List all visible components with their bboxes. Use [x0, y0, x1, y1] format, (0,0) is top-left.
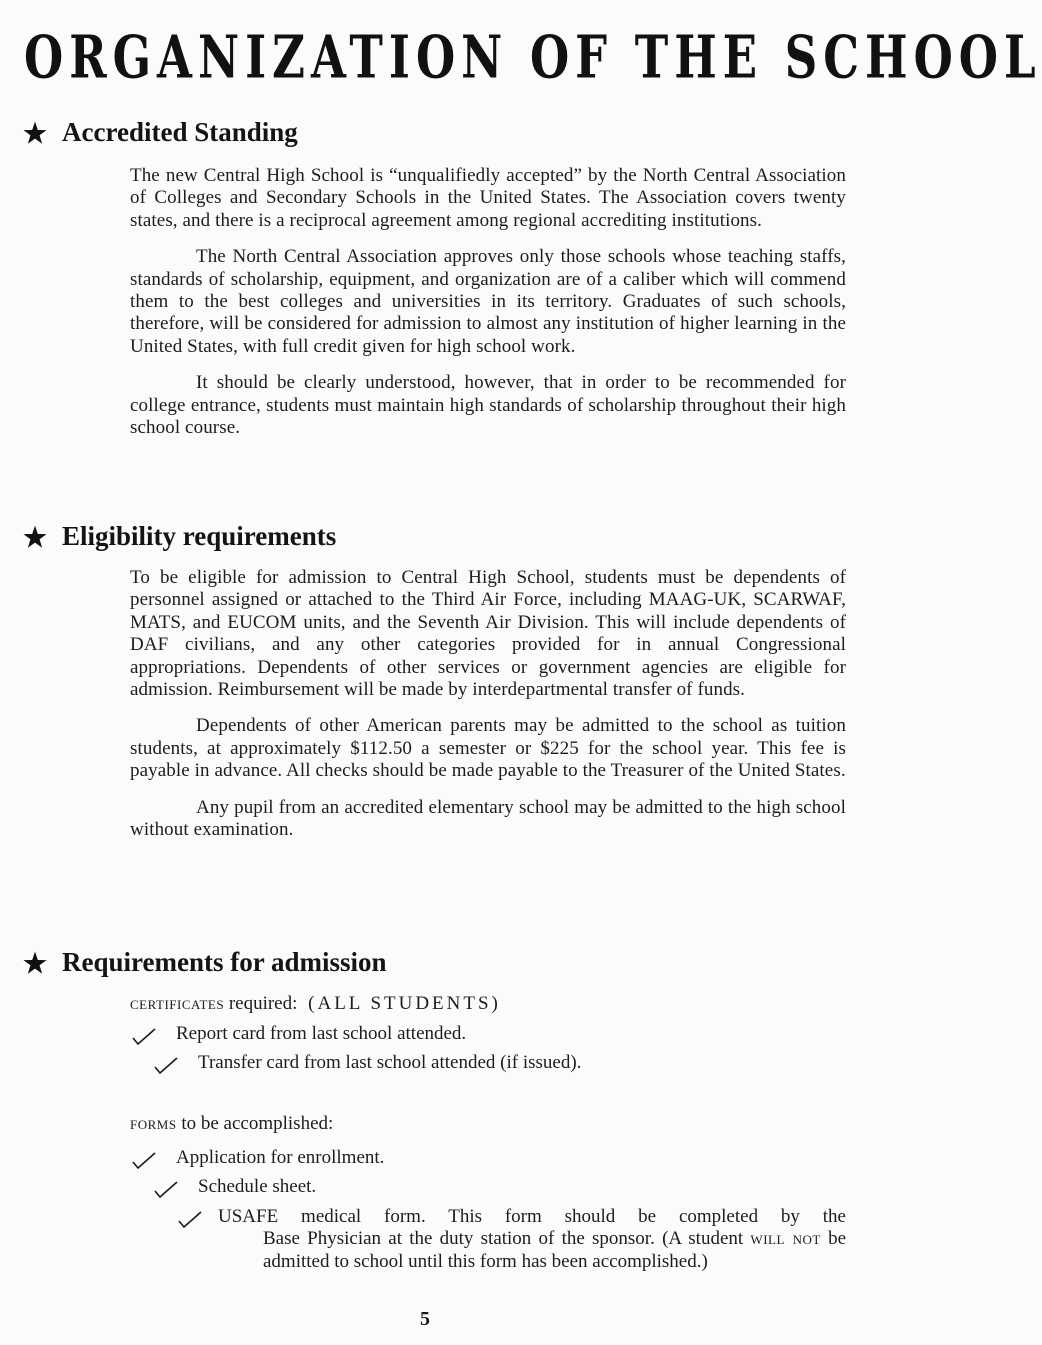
list-item-label: Schedule sheet. — [198, 1176, 317, 1197]
check-icon — [130, 1027, 158, 1047]
list-item-label: Transfer card from last school attended (if issued). — [198, 1052, 582, 1073]
paragraph: Any pupil from an accredited elementary school may be admitted to the high school without examination. — [130, 796, 846, 841]
paragraph: It should be clearly understood, however, that in order to be recommended for college entrance, students must maintain high standards of scholarship throughout their high school course. — [130, 372, 846, 439]
medical-form-continuation — [263, 1228, 846, 1273]
paragraph: The new Central High School is “unqualifiedly accepted” by the North Central Association of Colleges and Secondary Schools in the United States. The Association covers twenty states, and there is a reciprocal agreement among regional accrediting institutions. — [130, 165, 846, 231]
medical-form-text-a: Base Physician at the duty station of the sponsor. (A student — [263, 1228, 744, 1250]
paragraph: Dependents of other American parents may be admitted to the school as tuition students, at approximately $112.50 a semester or $225 for the school year. This fee is payable in advance. All checks should be made payable to the Treasurer of the United States. — [130, 715, 846, 782]
check-icon — [176, 1210, 204, 1230]
star-icon — [22, 524, 48, 550]
section-heading-label: Requirements for admission — [62, 947, 387, 977]
check-icon — [152, 1056, 180, 1076]
medical-form-first-line: USAFE medical form. This form should be completed by the — [218, 1206, 846, 1227]
list-item-label: Application for enrollment. — [176, 1147, 385, 1168]
forms-label-line — [130, 1113, 333, 1135]
section-body-accredited-standing — [130, 165, 846, 439]
list-item-label: Report card from last school attended. — [176, 1023, 467, 1044]
forms-label: forms — [130, 1113, 177, 1134]
section-heading-eligibility — [22, 521, 336, 552]
certificates-label: certificates — [130, 993, 225, 1014]
check-icon — [130, 1151, 158, 1171]
check-icon — [152, 1180, 180, 1200]
paragraph: To be eligible for admission to Central High School, students must be dependents of personnel assigned or attached to the Third Air Force, including MAAG-UK, SCARWAF, MATS, and EUCOM units, and the Seventh Air Division. This will include dependents of DAF civilians, and any other categories provided for in annual Congressional appropriations. Dependents of other services or government agencies are eligible for admission. Reimbursement will be made by interdepartmental transfer of funds. — [130, 567, 846, 701]
page-title: ORGANIZATION OF THE SCHOOL — [24, 22, 1042, 92]
certificates-suffix: required: — [228, 993, 298, 1014]
list-item — [152, 1176, 316, 1200]
list-item — [152, 1052, 581, 1076]
star-icon — [22, 950, 48, 976]
section-heading-label: Eligibility requirements — [62, 521, 337, 551]
page-number: 5 — [420, 1308, 430, 1330]
paragraph: The North Central Association approves only those schools whose teaching staffs, standards of scholarship, equipment, and organization are of a caliber which will commend them to the best colleges and universities in its territory. Graduates of such schools, therefore, will be considered for admission to almost any institution of higher learning in the United States, with full credit given for high school work. — [130, 246, 846, 357]
forms-suffix: to be accomplished: — [181, 1113, 334, 1134]
list-item — [130, 1023, 466, 1047]
section-heading-accredited-standing — [22, 117, 298, 148]
section-body-eligibility — [130, 567, 846, 841]
certificates-label-line — [130, 993, 501, 1015]
section-heading-admission — [22, 947, 387, 978]
medical-form-emphasis: will not — [750, 1228, 821, 1250]
list-item — [130, 1147, 384, 1171]
medical-form-text-b: be admitted to school until this form has been accomplished.) — [263, 1228, 847, 1272]
star-icon — [22, 120, 48, 146]
section-heading-label: Accredited Standing — [62, 117, 298, 147]
certificates-note: (ALL STUDENTS) — [308, 993, 501, 1014]
